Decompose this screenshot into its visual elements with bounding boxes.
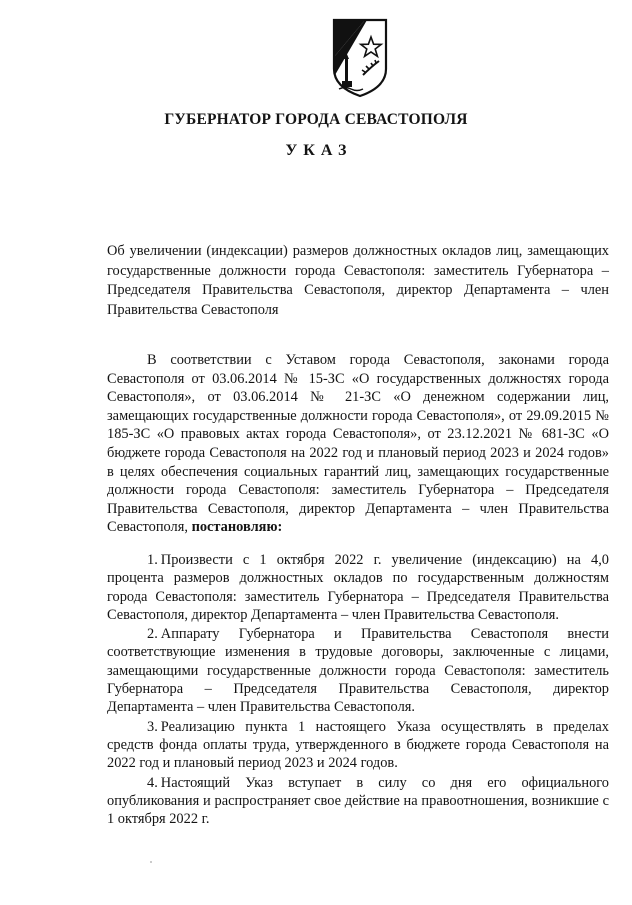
point-text: Произвести с 1 октября 2022 г. увеличение (индексацию) на 4,0 процента размеров должностных окладов по государственным должностям города Севастополя: заместитель Губернатора – Председателя Правительства Севастополя, директор Департамента – член Правительства Севастополя. <box>107 552 609 623</box>
sevastopol-coat-of-arms-icon <box>331 17 389 99</box>
decree-point-4 <box>107 774 609 829</box>
scan-speck <box>150 861 152 863</box>
decree-point-3 <box>107 718 609 773</box>
point-text: Реализацию пункта 1 настоящего Указа осуществлять в пределах средств фонда оплаты труда, утвержденного в бюджете города Севастополя на 2022 год и плановый период 2023 и 2024 годов. <box>107 718 609 772</box>
point-number: 3. <box>147 718 158 735</box>
resolution-word: постановляю: <box>191 519 283 536</box>
preamble-text: В соответствии с Уставом города Севастополя, законами города Севастополя от 03.06.2014 № 15-ЗС «О государственных должностях города Севастополя», от 03.06.2014 № 21-ЗС «О денежном содержании лиц, замещающих государственные должности города Севастополя», от 29.09.2015 № 185-ЗС «О правовых актах города Севастополя», от 23.12.2021 № 681-ЗС «О бюджете города Севастополя на 2022 год и плановый период 2023 и 2024 годов» в целях обеспечения социальных гарантий лиц, замещающих государственные должности города Севастополя: заместитель Губернатора – Председателя Правительства Севастополя, директор Департамента – член Правительства Севастополя, <box>107 352 609 536</box>
decree-subject: Об увеличении (индексации) размеров должностных окладов лиц, замещающих государственные должности города Севастополя: заместитель Губернатора – Председателя Правительства Севастополя, директор Департамента – член Правительства Севастополя <box>107 243 609 318</box>
preamble-paragraph <box>107 351 609 537</box>
document-type-title: УКАЗ <box>285 142 353 159</box>
point-text: Настоящий Указ вступает в силу со дня его официального опубликования и распространяет свое действие на правоотношения, возникшие с 1 октября 2022 г. <box>107 774 609 828</box>
decree-points <box>107 551 609 829</box>
decree-point-2 <box>107 625 609 716</box>
point-number: 2. <box>147 626 158 643</box>
point-number: 1. <box>147 552 158 568</box>
issuing-authority: ГУБЕРНАТОР ГОРОДА СЕВАСТОПОЛЯ <box>164 111 468 128</box>
point-number: 4. <box>147 774 158 791</box>
decree-point-1 <box>107 551 609 624</box>
point-text: Аппарату Губернатора и Правительства Севастополя внести соответствующие изменения в трудовые договоры, заключенные с лицами, замещающими государственные должности города Севастополя: заместитель Губернатора – Председателя Правительства Севастополя, директор Департамента – член Правительства Севастополя. <box>107 626 609 716</box>
